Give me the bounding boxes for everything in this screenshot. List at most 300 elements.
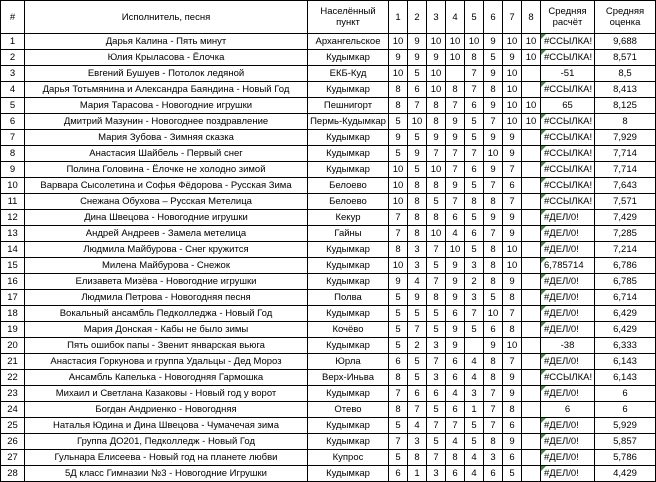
cell-score-judge-1[interactable]: 10 xyxy=(389,178,408,194)
cell-score-judge-5[interactable]: 5 xyxy=(465,178,484,194)
cell-avg[interactable]: 6 xyxy=(595,386,656,402)
cell-score-judge-1[interactable]: 9 xyxy=(389,50,408,66)
cell-score-judge-4[interactable]: 9 xyxy=(446,290,465,306)
cell-score-judge-1[interactable]: 10 xyxy=(389,66,408,82)
cell-performer[interactable]: Милена Майбурова - Снежок xyxy=(25,258,308,274)
cell-calc[interactable]: #ДЕЛ/0! xyxy=(541,290,595,306)
cell-avg[interactable]: 8,125 xyxy=(595,98,656,114)
cell-calc[interactable]: #ДЕЛ/0! xyxy=(541,354,595,370)
cell-score-judge-7[interactable]: 8 xyxy=(503,322,522,338)
cell-score-judge-7[interactable]: 6 xyxy=(503,178,522,194)
cell-place[interactable]: Кудымкар xyxy=(308,82,389,98)
cell-score-judge-3[interactable]: 10 xyxy=(427,34,446,50)
cell-score-judge-1[interactable]: 8 xyxy=(389,98,408,114)
cell-score-judge-2[interactable]: 5 xyxy=(408,306,427,322)
cell-score-judge-5[interactable]: 3 xyxy=(465,290,484,306)
cell-avg[interactable]: 5,929 xyxy=(595,418,656,434)
cell-score-judge-1[interactable]: 8 xyxy=(389,402,408,418)
cell-score-judge-1[interactable]: 10 xyxy=(389,162,408,178)
cell-score-judge-2[interactable]: 5 xyxy=(408,162,427,178)
cell-score-judge-2[interactable]: 7 xyxy=(408,98,427,114)
cell-performer[interactable]: Мария Донская - Кабы не было зимы xyxy=(25,322,308,338)
cell-score-judge-7[interactable]: 10 xyxy=(503,34,522,50)
cell-place[interactable]: Кочёво xyxy=(308,322,389,338)
cell-performer[interactable]: Анастасия Горкунова и группа Удальцы - Дед Мороз xyxy=(25,354,308,370)
cell-calc[interactable]: #ССЫЛКА! xyxy=(541,178,595,194)
cell-num[interactable]: 16 xyxy=(1,274,25,290)
cell-num[interactable]: 23 xyxy=(1,386,25,402)
cell-score-judge-3[interactable]: 5 xyxy=(427,322,446,338)
cell-score-judge-3[interactable]: 10 xyxy=(427,162,446,178)
cell-score-judge-1[interactable]: 7 xyxy=(389,210,408,226)
cell-score-judge-4[interactable]: 10 xyxy=(446,50,465,66)
cell-avg[interactable]: 6,333 xyxy=(595,338,656,354)
cell-score-judge-3[interactable]: 3 xyxy=(427,466,446,482)
cell-score-judge-4[interactable]: 9 xyxy=(446,130,465,146)
cell-score-judge-7[interactable]: 9 xyxy=(503,146,522,162)
cell-performer[interactable]: Наталья Юдина и Дина Швецова - Чумачечая зима xyxy=(25,418,308,434)
cell-score-judge-4[interactable]: 9 xyxy=(446,114,465,130)
cell-score-judge-7[interactable]: 10 xyxy=(503,82,522,98)
cell-performer[interactable]: Богдан Андриенко - Новогодняя xyxy=(25,402,308,418)
cell-place[interactable]: Отево xyxy=(308,402,389,418)
cell-score-judge-6[interactable]: 8 xyxy=(484,370,503,386)
cell-score-judge-8[interactable] xyxy=(522,130,541,146)
cell-score-judge-6[interactable]: 5 xyxy=(484,50,503,66)
cell-calc[interactable]: #ДЕЛ/0! xyxy=(541,450,595,466)
cell-score-judge-2[interactable]: 5 xyxy=(408,370,427,386)
cell-score-judge-2[interactable]: 9 xyxy=(408,290,427,306)
cell-score-judge-1[interactable]: 10 xyxy=(389,194,408,210)
cell-score-judge-3[interactable]: 10 xyxy=(427,66,446,82)
cell-score-judge-2[interactable]: 8 xyxy=(408,178,427,194)
cell-num[interactable]: 8 xyxy=(1,146,25,162)
cell-performer[interactable]: Людмила Майбурова - Снег кружится xyxy=(25,242,308,258)
cell-avg[interactable]: 5,786 xyxy=(595,450,656,466)
cell-score-judge-7[interactable]: 8 xyxy=(503,402,522,418)
cell-score-judge-2[interactable]: 5 xyxy=(408,66,427,82)
cell-avg[interactable]: 6,785 xyxy=(595,274,656,290)
cell-calc[interactable]: -51 xyxy=(541,66,595,82)
cell-calc[interactable]: 6 xyxy=(541,402,595,418)
cell-score-judge-6[interactable]: 5 xyxy=(484,290,503,306)
cell-performer[interactable]: Ансамбль Капелька - Новогодняя Гармошка xyxy=(25,370,308,386)
cell-score-judge-6[interactable]: 8 xyxy=(484,354,503,370)
cell-performer[interactable]: Михаил и Светлана Казаковы - Новый год у ворот xyxy=(25,386,308,402)
cell-calc[interactable]: #ДЕЛ/0! xyxy=(541,306,595,322)
cell-score-judge-5[interactable]: 5 xyxy=(465,210,484,226)
cell-score-judge-2[interactable]: 5 xyxy=(408,354,427,370)
cell-score-judge-7[interactable]: 10 xyxy=(503,66,522,82)
cell-score-judge-7[interactable]: 7 xyxy=(503,162,522,178)
cell-score-judge-3[interactable]: 7 xyxy=(427,242,446,258)
cell-score-judge-5[interactable]: 4 xyxy=(465,466,484,482)
header-judge-7[interactable]: 7 xyxy=(503,1,522,34)
cell-score-judge-5[interactable]: 2 xyxy=(465,274,484,290)
cell-score-judge-8[interactable] xyxy=(522,338,541,354)
cell-score-judge-6[interactable]: 8 xyxy=(484,82,503,98)
cell-score-judge-3[interactable]: 8 xyxy=(427,98,446,114)
cell-performer[interactable]: Дмитрий Мазунин - Новогоднее поздравление xyxy=(25,114,308,130)
cell-performer[interactable]: Мария Зубова - Зимняя сказка xyxy=(25,130,308,146)
cell-score-judge-7[interactable]: 9 xyxy=(503,386,522,402)
header-num[interactable]: # xyxy=(1,1,25,34)
cell-score-judge-4[interactable]: 10 xyxy=(446,34,465,50)
cell-score-judge-4[interactable]: 8 xyxy=(446,450,465,466)
cell-score-judge-1[interactable]: 5 xyxy=(389,114,408,130)
cell-num[interactable]: 28 xyxy=(1,466,25,482)
cell-score-judge-7[interactable]: 7 xyxy=(503,306,522,322)
cell-score-judge-4[interactable] xyxy=(446,66,465,82)
cell-score-judge-1[interactable]: 6 xyxy=(389,466,408,482)
cell-score-judge-8[interactable] xyxy=(522,370,541,386)
cell-score-judge-6[interactable]: 6 xyxy=(484,466,503,482)
cell-num[interactable]: 27 xyxy=(1,450,25,466)
cell-score-judge-2[interactable]: 5 xyxy=(408,130,427,146)
cell-score-judge-4[interactable]: 6 xyxy=(446,210,465,226)
cell-score-judge-5[interactable]: 4 xyxy=(465,354,484,370)
cell-num[interactable]: 17 xyxy=(1,290,25,306)
cell-score-judge-6[interactable]: 9 xyxy=(484,66,503,82)
cell-calc[interactable]: #ДЕЛ/0! xyxy=(541,386,595,402)
cell-score-judge-6[interactable]: 7 xyxy=(484,114,503,130)
cell-score-judge-3[interactable]: 9 xyxy=(427,50,446,66)
cell-calc[interactable]: #ССЫЛКА! xyxy=(541,146,595,162)
cell-score-judge-4[interactable]: 7 xyxy=(446,146,465,162)
cell-score-judge-1[interactable]: 5 xyxy=(389,338,408,354)
cell-score-judge-6[interactable]: 8 xyxy=(484,274,503,290)
cell-num[interactable]: 7 xyxy=(1,130,25,146)
cell-num[interactable]: 24 xyxy=(1,402,25,418)
cell-avg[interactable]: 6,786 xyxy=(595,258,656,274)
cell-calc[interactable]: #ССЫЛКА! xyxy=(541,82,595,98)
cell-performer[interactable]: Варвара Сысолетина и Софья Фёдорова - Русская Зима xyxy=(25,178,308,194)
cell-score-judge-6[interactable]: 10 xyxy=(484,146,503,162)
cell-performer[interactable]: Андрей Андреев - Замела метелица xyxy=(25,226,308,242)
cell-score-judge-6[interactable]: 7 xyxy=(484,402,503,418)
cell-score-judge-3[interactable]: 8 xyxy=(427,290,446,306)
cell-score-judge-6[interactable]: 10 xyxy=(484,306,503,322)
cell-score-judge-5[interactable]: 5 xyxy=(465,322,484,338)
cell-score-judge-7[interactable]: 6 xyxy=(503,450,522,466)
cell-score-judge-2[interactable]: 8 xyxy=(408,226,427,242)
cell-avg[interactable]: 8,5 xyxy=(595,66,656,82)
cell-score-judge-4[interactable]: 7 xyxy=(446,162,465,178)
cell-score-judge-7[interactable]: 5 xyxy=(503,466,522,482)
cell-avg[interactable]: 6,143 xyxy=(595,354,656,370)
cell-score-judge-3[interactable]: 3 xyxy=(427,338,446,354)
cell-score-judge-4[interactable]: 9 xyxy=(446,322,465,338)
cell-score-judge-3[interactable]: 3 xyxy=(427,370,446,386)
cell-score-judge-1[interactable]: 9 xyxy=(389,274,408,290)
cell-score-judge-8[interactable] xyxy=(522,386,541,402)
cell-score-judge-3[interactable]: 9 xyxy=(427,130,446,146)
cell-calc[interactable]: #ССЫЛКА! xyxy=(541,50,595,66)
cell-place[interactable]: Кудымкар xyxy=(308,162,389,178)
cell-place[interactable]: Кудымкар xyxy=(308,466,389,482)
cell-place[interactable]: Кудымкар xyxy=(308,258,389,274)
cell-place[interactable]: Кудымкар xyxy=(308,242,389,258)
cell-calc[interactable]: #ССЫЛКА! xyxy=(541,194,595,210)
cell-score-judge-5[interactable]: 4 xyxy=(465,450,484,466)
cell-score-judge-5[interactable]: 10 xyxy=(465,34,484,50)
cell-score-judge-8[interactable] xyxy=(522,354,541,370)
cell-calc[interactable]: -38 xyxy=(541,338,595,354)
cell-avg[interactable]: 6,143 xyxy=(595,370,656,386)
cell-score-judge-2[interactable]: 3 xyxy=(408,258,427,274)
cell-num[interactable]: 3 xyxy=(1,66,25,82)
cell-score-judge-6[interactable]: 8 xyxy=(484,258,503,274)
cell-calc[interactable]: #ДЕЛ/0! xyxy=(541,226,595,242)
cell-place[interactable]: ЕКБ-Куд xyxy=(308,66,389,82)
cell-calc[interactable]: #ДЕЛ/0! xyxy=(541,434,595,450)
cell-score-judge-8[interactable] xyxy=(522,450,541,466)
cell-score-judge-5[interactable]: 5 xyxy=(465,418,484,434)
header-judge-5[interactable]: 5 xyxy=(465,1,484,34)
cell-avg[interactable]: 9,688 xyxy=(595,34,656,50)
cell-score-judge-1[interactable]: 8 xyxy=(389,242,408,258)
cell-score-judge-8[interactable] xyxy=(522,146,541,162)
cell-performer[interactable]: 5Д класс Гимназии №3 - Новогодние Игрушки xyxy=(25,466,308,482)
cell-score-judge-2[interactable]: 9 xyxy=(408,50,427,66)
cell-place[interactable]: Архангельское xyxy=(308,34,389,50)
cell-score-judge-5[interactable]: 7 xyxy=(465,66,484,82)
header-calc[interactable]: Средняя расчёт xyxy=(541,1,595,34)
cell-score-judge-6[interactable]: 8 xyxy=(484,434,503,450)
cell-num[interactable]: 13 xyxy=(1,226,25,242)
cell-calc[interactable]: #ДЕЛ/0! xyxy=(541,322,595,338)
cell-score-judge-3[interactable]: 5 xyxy=(427,402,446,418)
cell-score-judge-2[interactable]: 3 xyxy=(408,434,427,450)
cell-num[interactable]: 21 xyxy=(1,354,25,370)
cell-score-judge-8[interactable] xyxy=(522,466,541,482)
cell-score-judge-7[interactable]: 9 xyxy=(503,130,522,146)
cell-score-judge-8[interactable] xyxy=(522,194,541,210)
cell-avg[interactable]: 6,429 xyxy=(595,306,656,322)
cell-score-judge-8[interactable] xyxy=(522,82,541,98)
cell-score-judge-7[interactable]: 7 xyxy=(503,194,522,210)
cell-performer[interactable]: Дарья Тотьмянина и Александра Баяндина - Новый Год xyxy=(25,82,308,98)
cell-score-judge-8[interactable] xyxy=(522,258,541,274)
cell-avg[interactable]: 7,714 xyxy=(595,146,656,162)
cell-score-judge-6[interactable]: 8 xyxy=(484,242,503,258)
cell-score-judge-7[interactable]: 7 xyxy=(503,354,522,370)
cell-performer[interactable]: Полина Головина - Ёлочке не холодно зимой xyxy=(25,162,308,178)
cell-place[interactable]: Кудымкар xyxy=(308,50,389,66)
cell-calc[interactable]: #ССЫЛКА! xyxy=(541,370,595,386)
cell-avg[interactable]: 7,285 xyxy=(595,226,656,242)
cell-score-judge-8[interactable] xyxy=(522,290,541,306)
cell-score-judge-1[interactable]: 8 xyxy=(389,82,408,98)
cell-score-judge-8[interactable] xyxy=(522,178,541,194)
cell-calc[interactable]: #ДЕЛ/0! xyxy=(541,466,595,482)
cell-score-judge-1[interactable]: 5 xyxy=(389,290,408,306)
cell-place[interactable]: Полва xyxy=(308,290,389,306)
cell-place[interactable]: Юрла xyxy=(308,354,389,370)
cell-score-judge-1[interactable]: 8 xyxy=(389,370,408,386)
cell-performer[interactable]: Мария Тарасова - Новогодние игрушки xyxy=(25,98,308,114)
cell-score-judge-6[interactable]: 7 xyxy=(484,178,503,194)
header-judge-2[interactable]: 2 xyxy=(408,1,427,34)
cell-score-judge-8[interactable] xyxy=(522,418,541,434)
cell-calc[interactable]: #ДЕЛ/0! xyxy=(541,274,595,290)
cell-score-judge-5[interactable]: 5 xyxy=(465,242,484,258)
cell-place[interactable]: Кудымкар xyxy=(308,146,389,162)
cell-score-judge-2[interactable]: 9 xyxy=(408,146,427,162)
cell-score-judge-6[interactable]: 7 xyxy=(484,226,503,242)
cell-score-judge-4[interactable]: 4 xyxy=(446,226,465,242)
cell-num[interactable]: 14 xyxy=(1,242,25,258)
cell-score-judge-4[interactable]: 8 xyxy=(446,82,465,98)
cell-score-judge-7[interactable]: 9 xyxy=(503,210,522,226)
cell-score-judge-5[interactable]: 3 xyxy=(465,386,484,402)
cell-score-judge-1[interactable]: 9 xyxy=(389,130,408,146)
cell-place[interactable]: Кудымкар xyxy=(308,386,389,402)
cell-score-judge-5[interactable]: 6 xyxy=(465,226,484,242)
cell-score-judge-2[interactable]: 2 xyxy=(408,338,427,354)
cell-score-judge-2[interactable]: 8 xyxy=(408,450,427,466)
cell-performer[interactable]: Елизавета Мизёва - Новогодние игрушки xyxy=(25,274,308,290)
cell-avg[interactable]: 7,214 xyxy=(595,242,656,258)
cell-score-judge-3[interactable]: 6 xyxy=(427,386,446,402)
cell-score-judge-2[interactable]: 9 xyxy=(408,34,427,50)
cell-avg[interactable]: 6,714 xyxy=(595,290,656,306)
cell-score-judge-1[interactable]: 5 xyxy=(389,418,408,434)
cell-score-judge-3[interactable]: 7 xyxy=(427,274,446,290)
cell-score-judge-2[interactable]: 4 xyxy=(408,274,427,290)
cell-score-judge-4[interactable]: 6 xyxy=(446,466,465,482)
header-judge-4[interactable]: 4 xyxy=(446,1,465,34)
cell-score-judge-4[interactable]: 4 xyxy=(446,386,465,402)
header-judge-8[interactable]: 8 xyxy=(522,1,541,34)
cell-place[interactable]: Кудымкар xyxy=(308,274,389,290)
cell-calc[interactable]: #ДЕЛ/0! xyxy=(541,242,595,258)
header-judge-3[interactable]: 3 xyxy=(427,1,446,34)
header-judge-6[interactable]: 6 xyxy=(484,1,503,34)
cell-score-judge-7[interactable]: 9 xyxy=(503,274,522,290)
cell-calc[interactable]: #ССЫЛКА! xyxy=(541,130,595,146)
cell-place[interactable]: Кудымкар xyxy=(308,338,389,354)
cell-score-judge-3[interactable]: 10 xyxy=(427,82,446,98)
cell-score-judge-4[interactable]: 6 xyxy=(446,402,465,418)
cell-place[interactable]: Кекур xyxy=(308,210,389,226)
cell-score-judge-4[interactable]: 10 xyxy=(446,242,465,258)
header-performer[interactable]: Исполнитель, песня xyxy=(25,1,308,34)
cell-avg[interactable]: 7,929 xyxy=(595,130,656,146)
cell-score-judge-6[interactable]: 7 xyxy=(484,418,503,434)
header-avg[interactable]: Средняя оценка xyxy=(595,1,656,34)
cell-score-judge-8[interactable] xyxy=(522,322,541,338)
cell-score-judge-2[interactable]: 8 xyxy=(408,194,427,210)
cell-score-judge-7[interactable]: 8 xyxy=(503,290,522,306)
cell-score-judge-6[interactable]: 9 xyxy=(484,98,503,114)
cell-score-judge-3[interactable]: 7 xyxy=(427,354,446,370)
cell-score-judge-8[interactable] xyxy=(522,66,541,82)
cell-score-judge-2[interactable]: 4 xyxy=(408,418,427,434)
cell-num[interactable]: 22 xyxy=(1,370,25,386)
cell-score-judge-1[interactable]: 10 xyxy=(389,258,408,274)
cell-score-judge-3[interactable]: 8 xyxy=(427,178,446,194)
cell-score-judge-2[interactable]: 1 xyxy=(408,466,427,482)
cell-avg[interactable]: 7,571 xyxy=(595,194,656,210)
cell-score-judge-6[interactable]: 8 xyxy=(484,194,503,210)
cell-score-judge-8[interactable]: 10 xyxy=(522,34,541,50)
cell-performer[interactable]: Евгений Бушуев - Потолок ледяной xyxy=(25,66,308,82)
cell-place[interactable]: Белоево xyxy=(308,178,389,194)
cell-score-judge-8[interactable] xyxy=(522,226,541,242)
cell-place[interactable]: Верх-Иньва xyxy=(308,370,389,386)
cell-score-judge-5[interactable]: 6 xyxy=(465,98,484,114)
cell-num[interactable]: 26 xyxy=(1,434,25,450)
cell-calc[interactable]: #ССЫЛКА! xyxy=(541,34,595,50)
cell-place[interactable]: Купрос xyxy=(308,450,389,466)
cell-performer[interactable]: Людмила Петрова - Новогодняя песня xyxy=(25,290,308,306)
cell-calc[interactable]: #ДЕЛ/0! xyxy=(541,210,595,226)
cell-score-judge-8[interactable] xyxy=(522,162,541,178)
cell-score-judge-1[interactable]: 7 xyxy=(389,434,408,450)
cell-score-judge-2[interactable]: 8 xyxy=(408,210,427,226)
cell-score-judge-5[interactable]: 3 xyxy=(465,258,484,274)
cell-performer[interactable]: Гульнара Елисеева - Новый год на планете любви xyxy=(25,450,308,466)
cell-score-judge-3[interactable]: 5 xyxy=(427,306,446,322)
cell-avg[interactable]: 8 xyxy=(595,114,656,130)
cell-score-judge-8[interactable] xyxy=(522,306,541,322)
cell-performer[interactable]: Группа ДО201, Педколледж - Новый Год xyxy=(25,434,308,450)
cell-avg[interactable]: 8,413 xyxy=(595,82,656,98)
cell-score-judge-7[interactable]: 10 xyxy=(503,98,522,114)
cell-score-judge-1[interactable]: 10 xyxy=(389,34,408,50)
cell-score-judge-6[interactable]: 9 xyxy=(484,162,503,178)
cell-calc[interactable]: #ССЫЛКА! xyxy=(541,162,595,178)
cell-num[interactable]: 19 xyxy=(1,322,25,338)
cell-score-judge-3[interactable]: 5 xyxy=(427,194,446,210)
cell-score-judge-8[interactable] xyxy=(522,242,541,258)
cell-place[interactable]: Кудымкар xyxy=(308,306,389,322)
cell-score-judge-2[interactable]: 7 xyxy=(408,322,427,338)
cell-score-judge-2[interactable]: 6 xyxy=(408,82,427,98)
cell-score-judge-6[interactable]: 7 xyxy=(484,386,503,402)
cell-avg[interactable]: 6,429 xyxy=(595,322,656,338)
cell-num[interactable]: 11 xyxy=(1,194,25,210)
cell-score-judge-7[interactable]: 9 xyxy=(503,434,522,450)
cell-score-judge-3[interactable]: 7 xyxy=(427,146,446,162)
cell-avg[interactable]: 7,643 xyxy=(595,178,656,194)
cell-place[interactable]: Пермь-Кудымкар xyxy=(308,114,389,130)
cell-num[interactable]: 9 xyxy=(1,162,25,178)
cell-num[interactable]: 20 xyxy=(1,338,25,354)
cell-score-judge-5[interactable]: 1 xyxy=(465,402,484,418)
cell-score-judge-3[interactable]: 5 xyxy=(427,434,446,450)
cell-score-judge-3[interactable]: 8 xyxy=(427,210,446,226)
cell-num[interactable]: 15 xyxy=(1,258,25,274)
cell-score-judge-8[interactable]: 10 xyxy=(522,114,541,130)
header-judge-1[interactable]: 1 xyxy=(389,1,408,34)
cell-avg[interactable]: 7,714 xyxy=(595,162,656,178)
cell-score-judge-8[interactable] xyxy=(522,434,541,450)
cell-score-judge-7[interactable]: 9 xyxy=(503,370,522,386)
cell-score-judge-6[interactable]: 9 xyxy=(484,210,503,226)
cell-score-judge-6[interactable]: 6 xyxy=(484,322,503,338)
cell-score-judge-4[interactable]: 9 xyxy=(446,178,465,194)
cell-score-judge-4[interactable]: 6 xyxy=(446,306,465,322)
cell-score-judge-7[interactable]: 9 xyxy=(503,226,522,242)
cell-score-judge-6[interactable]: 9 xyxy=(484,130,503,146)
cell-score-judge-8[interactable] xyxy=(522,210,541,226)
cell-score-judge-4[interactable]: 9 xyxy=(446,338,465,354)
cell-place[interactable]: Белоево xyxy=(308,194,389,210)
cell-performer[interactable]: Дина Швецова - Новогодние игрушки xyxy=(25,210,308,226)
cell-score-judge-1[interactable]: 6 xyxy=(389,354,408,370)
